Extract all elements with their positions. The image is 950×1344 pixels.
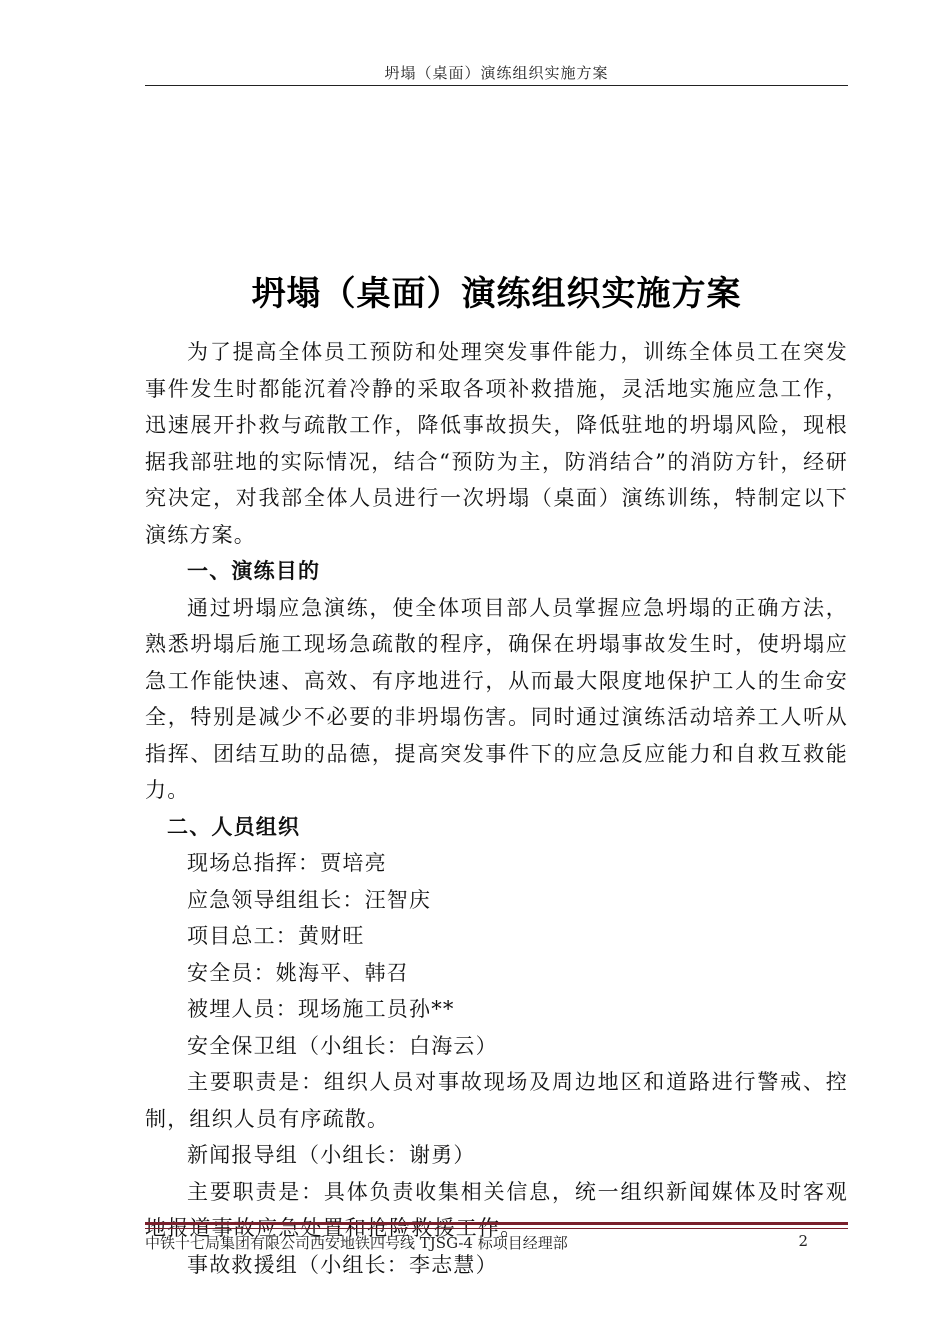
document-body [145, 334, 848, 1283]
personnel-line: 新闻报导组（小组长：谢勇） [187, 1143, 476, 1167]
footer-divider-thin [145, 1228, 848, 1229]
page-footer [145, 1232, 808, 1253]
page-number: 2 [798, 1232, 808, 1250]
document-title: 坍塌（桌面）演练组织实施方案 [251, 274, 742, 314]
personnel-line: 安全保卫组（小组长：白海云） [187, 1033, 498, 1058]
section-heading-purpose: 一、演练目的 [187, 558, 321, 583]
intro-paragraph: 为了提高全体员工预防和处理突发事件能力，训练全体员工在突发事件发生时都能沉着冷静的采取各项补救措施，灵活地实施应急工作，迅速展开扑救与疏散工作，降低事故损失，降低驻地的坍塌风险，现根据我部驻地的实际情况，结合“预防为主，防消结合”的消防方针，经研究决定，对我部全体人员进行一次坍塌（桌面）演练训练，特制定以下演练方案。 [145, 340, 848, 547]
footer-company: 中铁十七局集团有限公司西安地铁四号线 TJSG-4 标项目经理部 [145, 1234, 568, 1252]
duty-paragraph: 主要职责是：组织人员对事故现场及周边地区和道路进行警戒、控制，组织人员有序疏散。 [145, 1070, 848, 1131]
duty-paragraph: 主要职责是：具体负责收集相关信息，统一组织新闻媒体及时客观地报道事故应急处置和抢险救援工作。 [145, 1179, 848, 1240]
personnel-line: 事故救援组（小组长：李志慧） [187, 1252, 498, 1277]
footer-divider-thick [145, 1222, 848, 1225]
personnel-line: 现场总指挥：贾培亮 [187, 851, 387, 875]
running-header: 坍塌（桌面）演练组织实施方案 [384, 64, 609, 82]
personnel-line: 安全员：姚海平、韩召 [187, 960, 409, 985]
personnel-line: 项目总工：黄财旺 [187, 924, 365, 948]
personnel-line: 应急领导组组长：汪智庆 [187, 887, 432, 912]
purpose-paragraph: 通过坍塌应急演练，使全体项目部人员掌握应急坍塌的正确方法，熟悉坍塌后施工现场急疏散的程序，确保在坍塌事故发生时，使坍塌应急工作能快速、高效、有序地进行，从而最大限度地保护工人的生命安全，特别是减少不必要的非坍塌伤害。同时通过演练活动培养工人听从指挥、团结互助的品德，提高突发事件下的应急反应能力和自救互救能力。 [145, 595, 848, 802]
header-divider [145, 85, 848, 86]
section-heading-personnel: 二、人员组织 [167, 813, 301, 839]
personnel-line: 被埋人员：现场施工员孙** [187, 997, 455, 1021]
